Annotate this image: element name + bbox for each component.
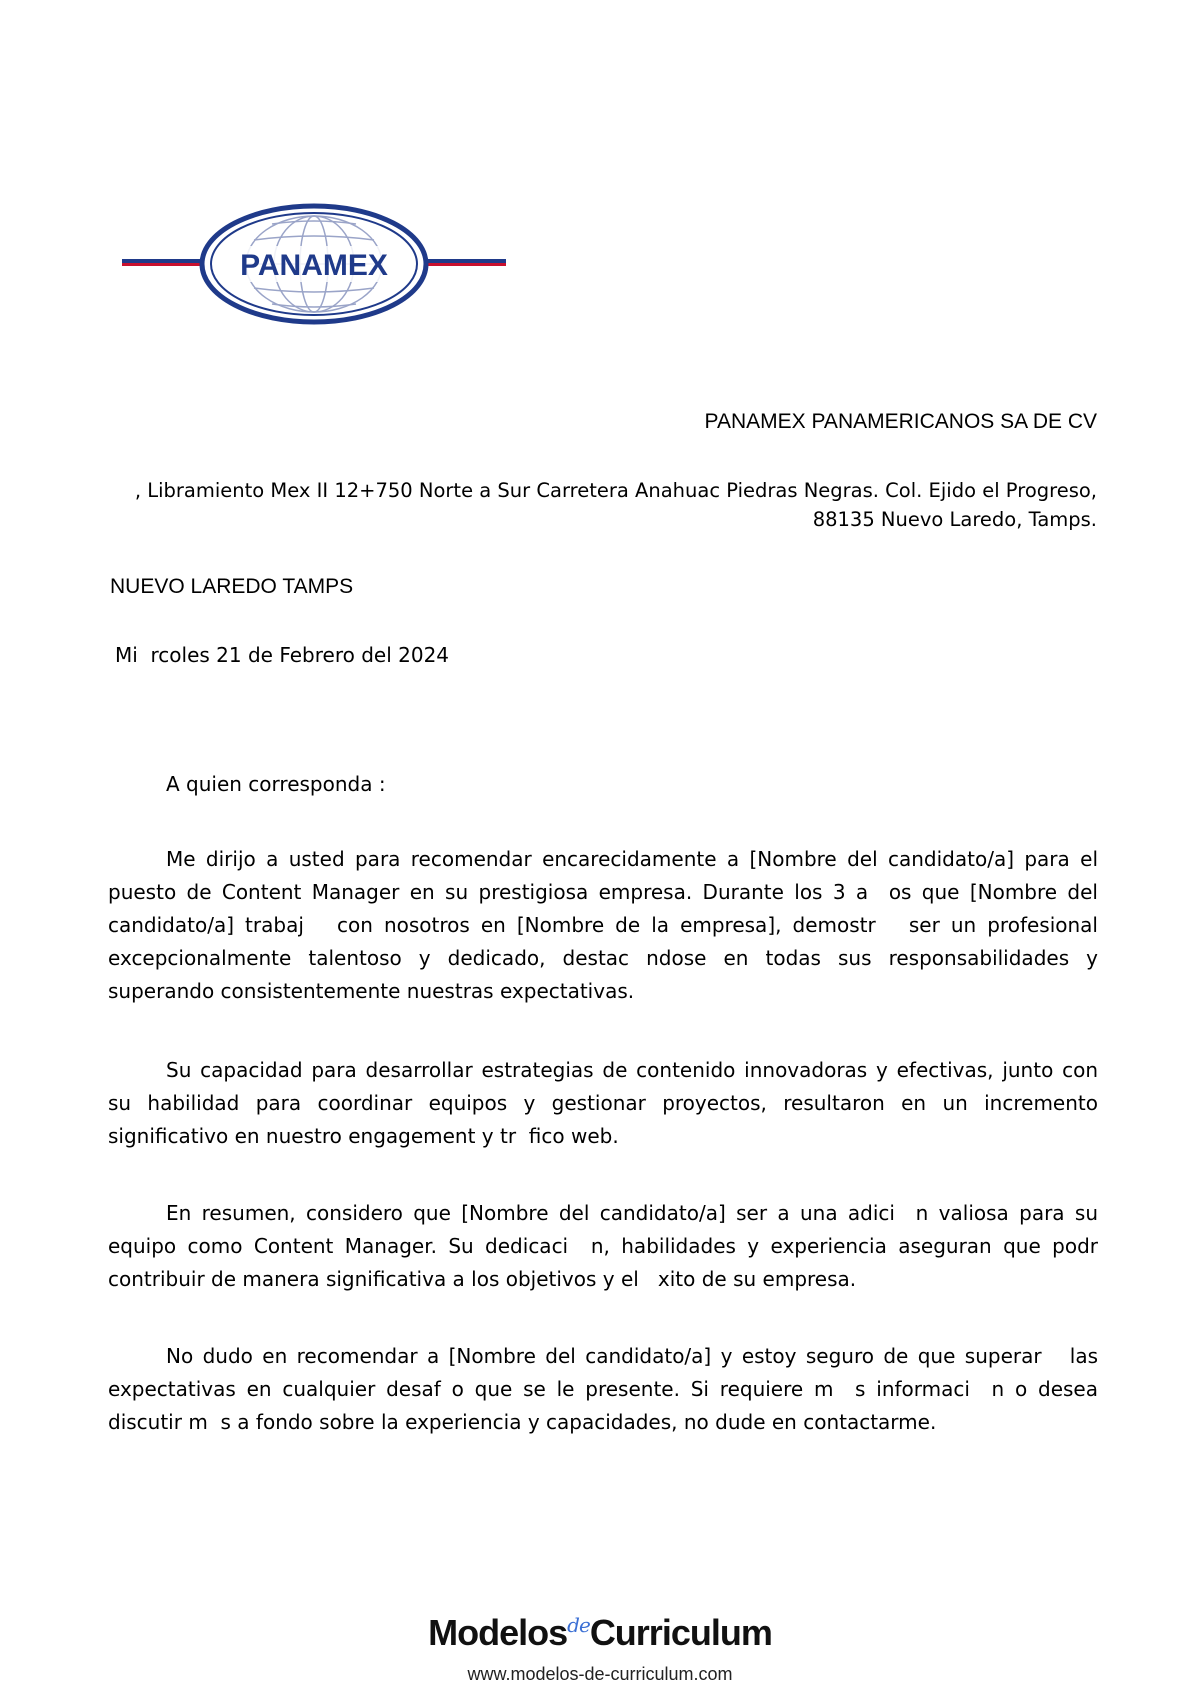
address-line-2: 88135 Nuevo Laredo, Tamps. [812, 508, 1097, 531]
salutation: A quien corresponda : [166, 772, 386, 796]
city-line: NUEVO LAREDO TAMPS [110, 575, 354, 598]
footer-brand-part-2: de [567, 1613, 590, 1637]
paragraph-4-text: No dudo en recomendar a [Nombre del candidato/a] y estoy seguro de que superar las expectativas en cualquier desaf o que se le presente. Si requiere m s informaci n o desea discutir m s a fondo sobre la experiencia y capacidades, no dude en contactarme. [108, 1344, 1105, 1434]
paragraph-1 [108, 843, 1105, 1008]
paragraph-3 [108, 1197, 1111, 1296]
company-name: PANAMEX PANAMERICANOS SA DE CV [704, 410, 1097, 433]
footer-url[interactable]: www.modelos-de-curriculum.com [467, 1664, 733, 1684]
footer-brand-logo [0, 1612, 1200, 1654]
panamex-logo [122, 202, 506, 326]
footer-brand-part-3: Curriculum [589, 1612, 772, 1653]
address-line-1: , Libramiento Mex II 12+750 Norte a Sur Carretera Anahuac Piedras Negras. Col. Ejido el Progreso, [134, 479, 1097, 502]
letter-date: Mi rcoles 21 de Febrero del 2024 [115, 643, 450, 667]
company-address [117, 476, 1097, 534]
paragraph-2 [108, 1054, 1105, 1153]
paragraph-4 [108, 1340, 1105, 1439]
paragraph-3-text: En resumen, considero que [Nombre del candidato/a] ser a una adici n valiosa para su equipo como Content Manager. Su dedicaci n, habilidades y experiencia aseguran que podr contribuir de manera significativa a los objetivos y el xito de su empresa. [108, 1201, 1111, 1291]
paragraph-1-text: Me dirijo a usted para recomendar encarecidamente a [Nombre del candidato/a] para el puesto de Content Manager en su prestigiosa empresa. Durante los 3 a os que [Nombre del candidato/a] trabaj con nosotros en [Nombre de la empresa], demostr ser un profesional excepcionalmente talentoso y dedicado, destac ndose en todas sus responsabilidades y superando consistentemente nuestras expectativas. [108, 847, 1105, 1003]
paragraph-2-text: Su capacidad para desarrollar estrategias de contenido innovadoras y efectivas, junto con su habilidad para coordinar equipos y gestionar proyectos, resultaron en un incremento significativo en nuestro engagement y tr fico web. [108, 1058, 1105, 1148]
panamex-logo-text: PANAMEX [240, 249, 388, 282]
footer-brand-part-1: Modelos [428, 1612, 568, 1653]
